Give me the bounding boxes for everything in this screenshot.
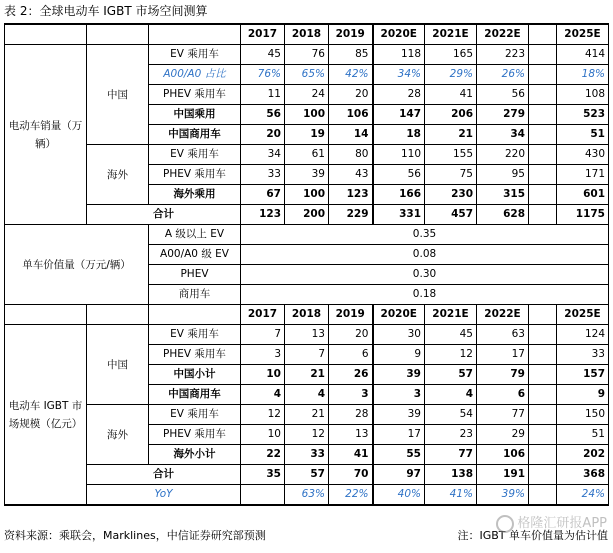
header-blank (149, 24, 241, 45)
value-cell: 13 (285, 325, 329, 345)
value-cell: 24% (557, 485, 609, 506)
value-cell: 206 (425, 105, 477, 125)
region-label-china: 中国 (87, 45, 149, 145)
year-header: 2021E (425, 24, 477, 45)
source-note: 资料来源：乘联会，Marklines，中信证券研究部预测 (4, 529, 266, 542)
table-row (5, 325, 609, 345)
total-row (5, 465, 609, 485)
value-cell (529, 45, 557, 65)
row-label: 海外乘用 (149, 185, 241, 205)
value-cell: 601 (557, 185, 609, 205)
header-blank (149, 305, 241, 325)
value-cell (529, 205, 557, 225)
header-blank (87, 305, 149, 325)
value-cell: 223 (477, 45, 529, 65)
value-cell: 7 (285, 345, 329, 365)
value-cell: 33 (285, 445, 329, 465)
header-blank (5, 24, 87, 45)
value-cell: 40% (373, 485, 425, 506)
value-cell: 0.30 (241, 265, 609, 285)
value-cell: 65% (285, 65, 329, 85)
value-cell (529, 325, 557, 345)
value-cell: 51 (557, 425, 609, 445)
value-cell: 11 (241, 85, 285, 105)
value-cell: 39 (285, 165, 329, 185)
value-cell: 0.18 (241, 285, 609, 305)
value-cell: 67 (241, 185, 285, 205)
value-cell: 414 (557, 45, 609, 65)
value-cell: 26% (477, 65, 529, 85)
value-cell: 39 (373, 405, 425, 425)
year-header: 2019 (329, 24, 373, 45)
value-cell: 41 (425, 85, 477, 105)
value-cell: 106 (329, 105, 373, 125)
value-cell: 56 (477, 85, 529, 105)
value-cell: 10 (241, 365, 285, 385)
value-cell: 331 (373, 205, 425, 225)
value-cell: 108 (557, 85, 609, 105)
value-cell: 3 (329, 385, 373, 405)
value-cell: 30 (373, 325, 425, 345)
value-cell: 63 (477, 325, 529, 345)
value-cell: 95 (477, 165, 529, 185)
watermark (496, 512, 607, 533)
value-cell (529, 485, 557, 506)
value-cell: 34% (373, 65, 425, 85)
value-cell: 12 (425, 345, 477, 365)
row-label: 商用车 (149, 285, 241, 305)
value-cell (241, 485, 285, 506)
value-cell: 56 (373, 165, 425, 185)
value-cell: 43 (329, 165, 373, 185)
value-cell: 28 (373, 85, 425, 105)
value-cell: 70 (329, 465, 373, 485)
value-cell: 171 (557, 165, 609, 185)
year-header: 2021E (425, 305, 477, 325)
row-label: 中国乘用 (149, 105, 241, 125)
value-cell: 29 (477, 425, 529, 445)
value-cell: 20 (329, 325, 373, 345)
value-cell (529, 425, 557, 445)
value-cell: 39 (373, 365, 425, 385)
table-row (5, 45, 609, 65)
group-label-unit-value: 单车价值量（万元/辆） (5, 225, 149, 305)
value-cell: 76 (285, 45, 329, 65)
row-label: PHEV (149, 265, 241, 285)
value-cell: 85 (329, 45, 373, 65)
value-cell (529, 85, 557, 105)
value-cell: 279 (477, 105, 529, 125)
year-header: 2018 (285, 305, 329, 325)
row-label: 中国小计 (149, 365, 241, 385)
value-cell: 4 (425, 385, 477, 405)
row-label: 海外小计 (149, 445, 241, 465)
value-cell (529, 105, 557, 125)
value-cell: 3 (373, 385, 425, 405)
value-cell: 430 (557, 145, 609, 165)
value-cell: 33 (241, 165, 285, 185)
year-header (529, 24, 557, 45)
value-cell: 13 (329, 425, 373, 445)
value-cell: 97 (373, 465, 425, 485)
watermark-text: 格隆汇研报APP (517, 516, 607, 531)
value-cell: 9 (557, 385, 609, 405)
value-cell (529, 165, 557, 185)
value-cell (529, 465, 557, 485)
value-cell: 61 (285, 145, 329, 165)
value-cell: 17 (373, 425, 425, 445)
yoy-label: YoY (87, 485, 241, 506)
value-cell: 110 (373, 145, 425, 165)
value-cell: 4 (285, 385, 329, 405)
value-cell: 123 (329, 185, 373, 205)
value-cell: 200 (285, 205, 329, 225)
row-label: A00/A0 占比 (149, 65, 241, 85)
value-cell: 77 (477, 405, 529, 425)
year-header: 2022E (477, 305, 529, 325)
value-cell: 106 (477, 445, 529, 465)
value-cell: 45 (241, 45, 285, 65)
value-cell: 18% (557, 65, 609, 85)
value-cell: 100 (285, 185, 329, 205)
value-cell: 147 (373, 105, 425, 125)
value-cell: 17 (477, 345, 529, 365)
row-label: EV 乘用车 (149, 45, 241, 65)
year-header: 2018 (285, 24, 329, 45)
value-cell (529, 445, 557, 465)
value-cell: 20 (241, 125, 285, 145)
row-label: EV 乘用车 (149, 145, 241, 165)
value-cell: 6 (477, 385, 529, 405)
value-cell: 0.35 (241, 225, 609, 245)
value-cell: 118 (373, 45, 425, 65)
value-cell: 28 (329, 405, 373, 425)
value-cell (529, 125, 557, 145)
row-label: PHEV 乘用车 (149, 345, 241, 365)
value-cell (529, 385, 557, 405)
year-header: 2020E (373, 305, 425, 325)
value-cell: 150 (557, 405, 609, 425)
region-label-overseas: 海外 (87, 405, 149, 465)
watermark-logo-icon (496, 515, 514, 533)
table-caption: 表 2：全球电动车 IGBT 市场空间测算 (4, 4, 208, 18)
header-blank (87, 24, 149, 45)
value-cell: 75 (425, 165, 477, 185)
value-cell: 80 (329, 145, 373, 165)
value-cell: 76% (241, 65, 285, 85)
region-label-overseas: 海外 (87, 145, 149, 205)
value-cell: 7 (241, 325, 285, 345)
year-header: 2025E (557, 24, 609, 45)
value-cell (529, 65, 557, 85)
year-header: 2022E (477, 24, 529, 45)
value-cell: 166 (373, 185, 425, 205)
value-cell: 155 (425, 145, 477, 165)
table-row (5, 405, 609, 425)
value-cell: 628 (477, 205, 529, 225)
value-cell: 12 (285, 425, 329, 445)
value-cell: 3 (241, 345, 285, 365)
value-cell: 220 (477, 145, 529, 165)
value-cell: 22% (329, 485, 373, 506)
value-cell: 20 (329, 85, 373, 105)
value-cell: 57 (425, 365, 477, 385)
value-cell: 165 (425, 45, 477, 65)
value-cell: 4 (241, 385, 285, 405)
value-cell: 57 (285, 465, 329, 485)
value-cell: 368 (557, 465, 609, 485)
header-row (5, 24, 609, 45)
value-cell: 24 (285, 85, 329, 105)
value-cell: 457 (425, 205, 477, 225)
value-cell: 14 (329, 125, 373, 145)
value-cell: 34 (241, 145, 285, 165)
value-cell: 19 (285, 125, 329, 145)
value-cell: 45 (425, 325, 477, 345)
value-cell: 18 (373, 125, 425, 145)
value-cell: 23 (425, 425, 477, 445)
value-cell: 315 (477, 185, 529, 205)
value-cell: 229 (329, 205, 373, 225)
value-cell: 79 (477, 365, 529, 385)
value-cell: 21 (285, 405, 329, 425)
value-cell: 202 (557, 445, 609, 465)
table-row (5, 145, 609, 165)
value-cell: 6 (329, 345, 373, 365)
value-cell: 26 (329, 365, 373, 385)
row-label: PHEV 乘用车 (149, 165, 241, 185)
igbt-market-table (4, 23, 609, 506)
value-cell: 100 (285, 105, 329, 125)
total-label: 合计 (87, 465, 241, 485)
yoy-row (5, 485, 609, 506)
group-label-market: 电动车 IGBT 市场规模（亿元） (5, 325, 87, 506)
value-cell (529, 145, 557, 165)
value-cell: 124 (557, 325, 609, 345)
row-label: A 级以上 EV (149, 225, 241, 245)
year-header (529, 305, 557, 325)
value-cell: 34 (477, 125, 529, 145)
year-header: 2017 (241, 24, 285, 45)
value-cell: 33 (557, 345, 609, 365)
value-cell: 12 (241, 405, 285, 425)
year-header: 2025E (557, 305, 609, 325)
value-cell: 41% (425, 485, 477, 506)
value-cell: 1175 (557, 205, 609, 225)
row-label: EV 乘用车 (149, 405, 241, 425)
value-cell: 10 (241, 425, 285, 445)
value-cell: 55 (373, 445, 425, 465)
row-label: A00/A0 级 EV (149, 245, 241, 265)
value-cell: 54 (425, 405, 477, 425)
total-row (5, 205, 609, 225)
region-label-china: 中国 (87, 325, 149, 405)
value-cell: 22 (241, 445, 285, 465)
value-cell: 51 (557, 125, 609, 145)
total-label: 合计 (87, 205, 241, 225)
value-cell: 29% (425, 65, 477, 85)
value-cell: 123 (241, 205, 285, 225)
value-cell: 191 (477, 465, 529, 485)
value-cell: 9 (373, 345, 425, 365)
estimate-note: 注：IGBT 单车价值量为估计值 (457, 529, 608, 542)
value-cell: 157 (557, 365, 609, 385)
value-cell: 77 (425, 445, 477, 465)
group-label-sales: 电动车销量（万辆） (5, 45, 87, 225)
value-cell: 138 (425, 465, 477, 485)
table-row (5, 225, 609, 245)
value-cell: 0.08 (241, 245, 609, 265)
value-cell: 41 (329, 445, 373, 465)
value-cell: 63% (285, 485, 329, 506)
year-header: 2019 (329, 305, 373, 325)
value-cell (529, 405, 557, 425)
value-cell: 56 (241, 105, 285, 125)
value-cell: 21 (425, 125, 477, 145)
row-label: 中国商用车 (149, 385, 241, 405)
row-label: 中国商用车 (149, 125, 241, 145)
value-cell: 39% (477, 485, 529, 506)
header-row (5, 305, 609, 325)
value-cell: 42% (329, 65, 373, 85)
row-label: PHEV 乘用车 (149, 425, 241, 445)
value-cell (529, 185, 557, 205)
value-cell: 21 (285, 365, 329, 385)
value-cell (529, 345, 557, 365)
row-label: EV 乘用车 (149, 325, 241, 345)
value-cell: 523 (557, 105, 609, 125)
year-header: 2017 (241, 305, 285, 325)
value-cell: 230 (425, 185, 477, 205)
value-cell (529, 365, 557, 385)
year-header: 2020E (373, 24, 425, 45)
value-cell: 35 (241, 465, 285, 485)
row-label: PHEV 乘用车 (149, 85, 241, 105)
header-blank (5, 305, 87, 325)
